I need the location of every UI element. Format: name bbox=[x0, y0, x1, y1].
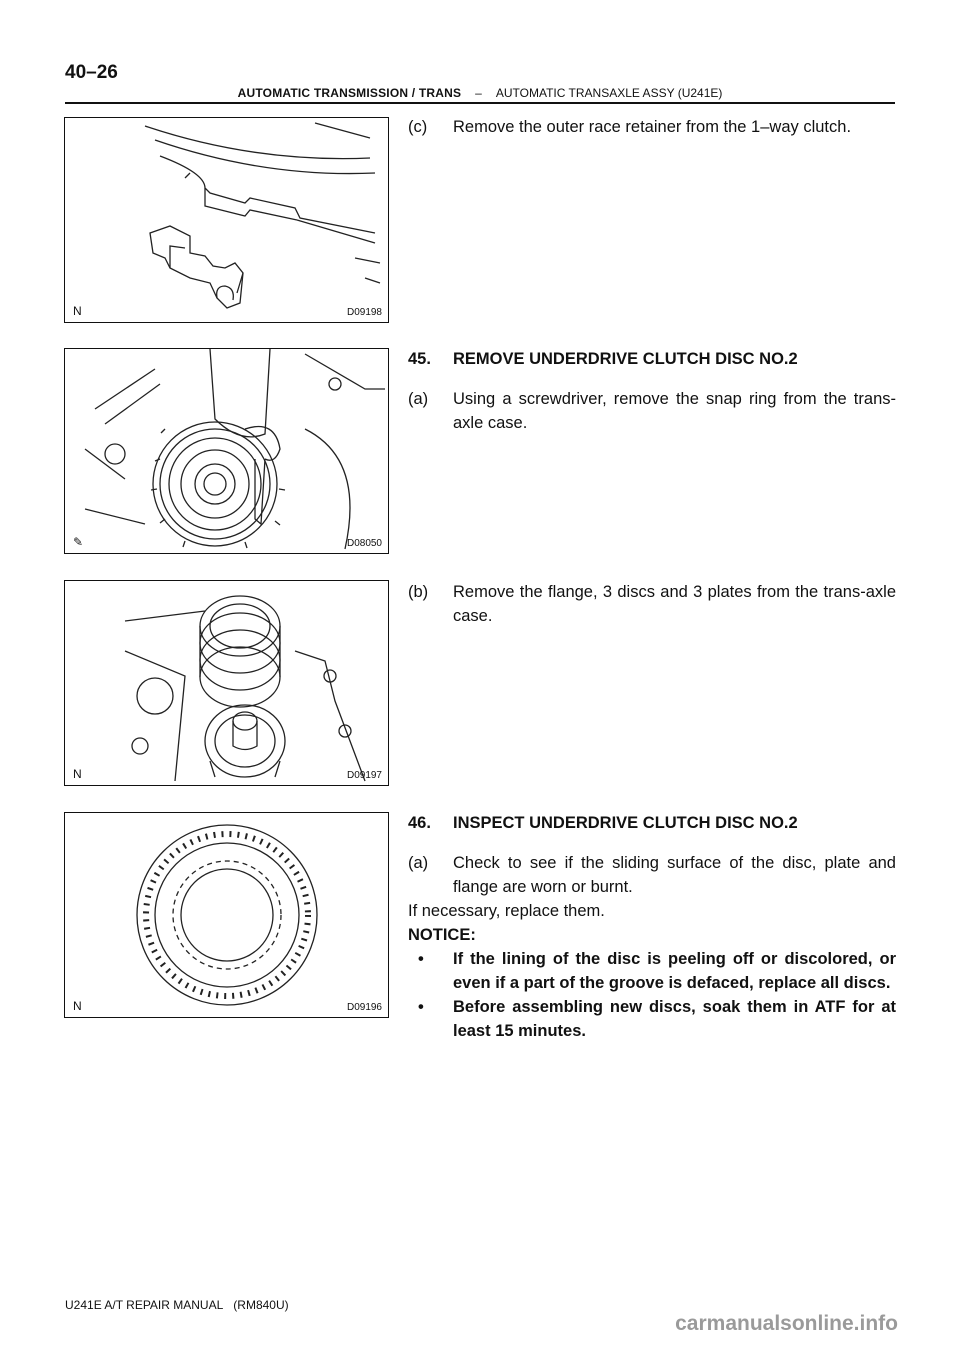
running-header bbox=[65, 82, 895, 104]
notice-label: NOTICE: bbox=[408, 926, 476, 944]
section-heading bbox=[408, 347, 896, 371]
step-label: (a) bbox=[408, 390, 429, 408]
step-label: (c) bbox=[408, 118, 428, 136]
section-number: 46. bbox=[408, 814, 431, 832]
page-number: 40–26 bbox=[65, 62, 118, 83]
figure-clutch-disc bbox=[64, 812, 389, 1018]
step-label: (a) bbox=[408, 854, 429, 872]
bullet-symbol: • bbox=[418, 998, 424, 1016]
figure-corner-mark: N bbox=[73, 304, 82, 318]
manual-title: U241E A/T REPAIR MANUAL bbox=[65, 1298, 224, 1312]
step-text: Check to see if the sliding surface of the disc, plate and flange are worn or burnt. bbox=[453, 854, 896, 896]
figure-code: D08050 bbox=[346, 538, 382, 549]
step-label: (b) bbox=[408, 583, 429, 601]
figure-corner-mark: ✎ bbox=[73, 535, 84, 549]
if-necessary-text: If necessary, replace them. bbox=[408, 902, 605, 920]
watermark: carmanualsonline.info bbox=[675, 1312, 898, 1335]
step-text: Remove the flange, 3 discs and 3 plates from the trans-axle case. bbox=[453, 583, 896, 625]
discs-plates-illustration bbox=[65, 581, 387, 784]
retainer-illustration bbox=[65, 118, 387, 321]
section-45 bbox=[408, 347, 896, 435]
step-c bbox=[408, 115, 896, 139]
page-footer bbox=[65, 1298, 289, 1312]
figure-snap-ring-removal bbox=[64, 348, 389, 554]
section-number: 45. bbox=[408, 350, 431, 368]
bullet-symbol: • bbox=[418, 950, 424, 968]
section-heading bbox=[408, 811, 896, 835]
header-separator: – bbox=[475, 86, 482, 100]
step-45b bbox=[408, 580, 896, 628]
figure-code: D09198 bbox=[346, 307, 382, 318]
header-subsection: AUTOMATIC TRANSAXLE ASSY (U241E) bbox=[495, 86, 723, 100]
step-text: Using a screwdriver, remove the snap ring from the trans-axle case. bbox=[453, 390, 896, 432]
figure-discs-plates bbox=[64, 580, 389, 786]
figure-outer-race-retainer bbox=[64, 117, 389, 323]
figure-code: D09197 bbox=[346, 770, 382, 781]
figure-corner-mark: N bbox=[73, 999, 82, 1013]
clutch-disc-illustration bbox=[65, 813, 387, 1016]
section-46 bbox=[408, 811, 896, 1043]
bullet-text: Before assembling new discs, soak them in ATF for at least 15 minutes. bbox=[453, 998, 896, 1040]
snap-ring-illustration bbox=[65, 349, 387, 552]
step-text: Remove the outer race retainer from the 1–way clutch. bbox=[453, 118, 852, 136]
header-section: AUTOMATIC TRANSMISSION / TRANS bbox=[237, 86, 462, 100]
manual-code: (RM840U) bbox=[233, 1298, 289, 1312]
figure-code: D09196 bbox=[346, 1002, 382, 1013]
figure-corner-mark: N bbox=[73, 767, 82, 781]
notice-bullet bbox=[418, 947, 896, 995]
section-title: REMOVE UNDERDRIVE CLUTCH DISC NO.2 bbox=[453, 350, 798, 368]
section-title: INSPECT UNDERDRIVE CLUTCH DISC NO.2 bbox=[453, 814, 798, 832]
bullet-text: If the lining of the disc is peeling off or discolored, or even if a part of the groove is defaced, replace all discs. bbox=[453, 950, 896, 992]
notice-bullet bbox=[418, 995, 896, 1043]
